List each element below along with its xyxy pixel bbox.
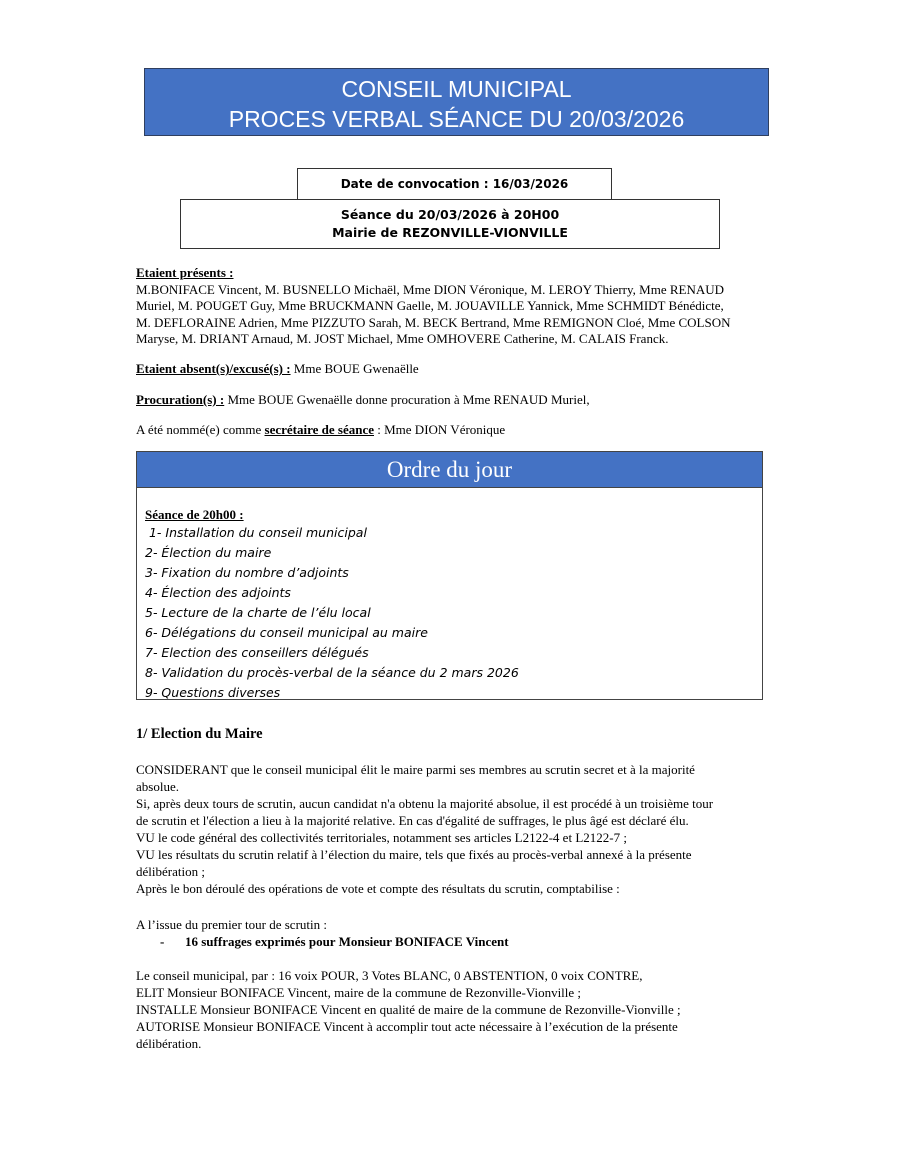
section-heading	[136, 726, 263, 743]
agenda-item: 9- Questions diverses	[145, 685, 281, 700]
presents-label: Etaient présents :	[136, 265, 234, 280]
result-text: 16 suffrages exprimés pour Monsieur BONIFACE Vincent	[185, 934, 509, 949]
procurations-value: Mme BOUE Gwenaëlle donne procuration à Mme RENAUD Muriel,	[224, 392, 590, 407]
seance-date: Séance du 20/03/2026 à 20H00	[340, 207, 560, 222]
decision-line: AUTORISE Monsieur BONIFACE Vincent à accomplir tout acte nécessaire à l’exécution de la présente	[136, 1019, 678, 1034]
considerant-line: VU les résultats du scrutin relatif à l’élection du maire, tels que fixés au procès-verbal annexé à la présente	[136, 847, 692, 862]
agenda-item: 1- Installation du conseil municipal	[145, 525, 367, 540]
premier-tour	[136, 916, 509, 950]
decision-line: délibération.	[136, 1036, 202, 1051]
presents-line: M. DEFLORAINE Adrien, Mme PIZZUTO Sarah, M. BECK Bertrand, Mme REMIGNON Cloé, Mme COLSON	[136, 314, 731, 330]
agenda-item: 4- Élection des adjoints	[145, 585, 291, 600]
agenda-item: 5- Lecture de la charte de l’élu local	[145, 605, 371, 620]
secretaire-prefix: A été nommé(e) comme	[136, 422, 265, 437]
considerant-line: délibération ;	[136, 864, 205, 879]
considerant-line: Après le bon déroulé des opérations de vote et compte des résultats du scrutin, comptabilise :	[136, 881, 620, 896]
decision-line: ELIT Monsieur BONIFACE Vincent, maire de la commune de Rezonville-Vionville ;	[136, 985, 582, 1000]
secretaire-label: secrétaire de séance	[264, 422, 374, 437]
section-title: 1/ Election du Maire	[136, 726, 263, 742]
presents-line: Muriel, M. POUGET Guy, Mme BRUCKMANN Gaelle, M. JOUAVILLE Yannick, Mme SCHMIDT Bénédicte,	[136, 298, 724, 313]
considerant-line: VU le code général des collectivités territoriales, notamment ses articles L2122-4 et L2122-7 ;	[136, 830, 627, 845]
title-line-1: CONSEIL MUNICIPAL	[341, 76, 572, 102]
considerant-line: Si, après deux tours de scrutin, aucun candidat n'a obtenu la majorité absolue, il est procédé à un troisième tour	[136, 796, 714, 811]
decision-line: INSTALLE Monsieur BONIFACE Vincent en qualité de maire de la commune de Rezonville-Vionville ;	[136, 1002, 681, 1017]
presents-section	[136, 265, 730, 348]
seance-box	[180, 199, 720, 249]
decision-line: Le conseil municipal, par : 16 voix POUR, 3 Votes BLANC, 0 ABSTENTION, 0 voix CONTRE,	[136, 968, 643, 983]
considerants	[136, 761, 713, 897]
agenda-item: 3- Fixation du nombre d’adjoints	[145, 565, 349, 580]
convocation-date-box: Date de convocation : 16/03/2026	[297, 168, 612, 200]
seance-location: Mairie de REZONVILLE-VIONVILLE	[332, 225, 568, 240]
absents-line	[136, 361, 419, 378]
ordre-du-jour-box	[136, 451, 763, 700]
presents-line: M.BONIFACE Vincent, M. BUSNELLO Michaël, Mme DION Véronique, M. LEROY Thierry, Mme RENAUD	[136, 281, 725, 297]
considerant-line: absolue.	[136, 779, 179, 794]
considerant-line: de scrutin et l'élection a lieu à la majorité relative. En cas d'égalité de suffrages, le plus âgé est déclaré élu.	[136, 813, 689, 828]
document-title-banner	[144, 68, 769, 136]
absents-value: Mme BOUE Gwenaëlle	[290, 361, 419, 376]
session-label: Séance de 20h00 :	[145, 507, 244, 522]
absents-label: Etaient absent(s)/excusé(s) :	[136, 361, 291, 376]
agenda-item: 8- Validation du procès-verbal de la séance du 2 mars 2026	[145, 665, 519, 680]
secretaire-value: : Mme DION Véronique	[374, 422, 506, 437]
title-line-2: PROCES VERBAL SÉANCE DU 20/03/2026	[228, 106, 685, 132]
decision	[136, 967, 681, 1052]
agenda-item: 7- Election des conseillers délégués	[145, 645, 369, 660]
ordre-du-jour-title: Ordre du jour	[137, 452, 762, 488]
agenda-item: 2- Élection du maire	[145, 545, 272, 560]
procurations-label: Procuration(s) :	[136, 392, 225, 407]
bullet: -	[160, 934, 165, 949]
considerant-line: CONSIDERANT que le conseil municipal élit le maire parmi ses membres au scrutin secret et à la majorité	[136, 762, 695, 777]
agenda-item: 6- Délégations du conseil municipal au maire	[145, 625, 428, 640]
procurations-line	[136, 392, 590, 409]
presents-line: Maryse, M. DRIANT Arnaud, M. JOST Michael, Mme OMHOVERE Catherine, M. CALAIS Franck.	[136, 331, 669, 346]
result-bullet-line	[136, 933, 509, 950]
secretaire-line	[136, 422, 505, 439]
premier-tour-label: A l’issue du premier tour de scrutin :	[136, 917, 327, 932]
